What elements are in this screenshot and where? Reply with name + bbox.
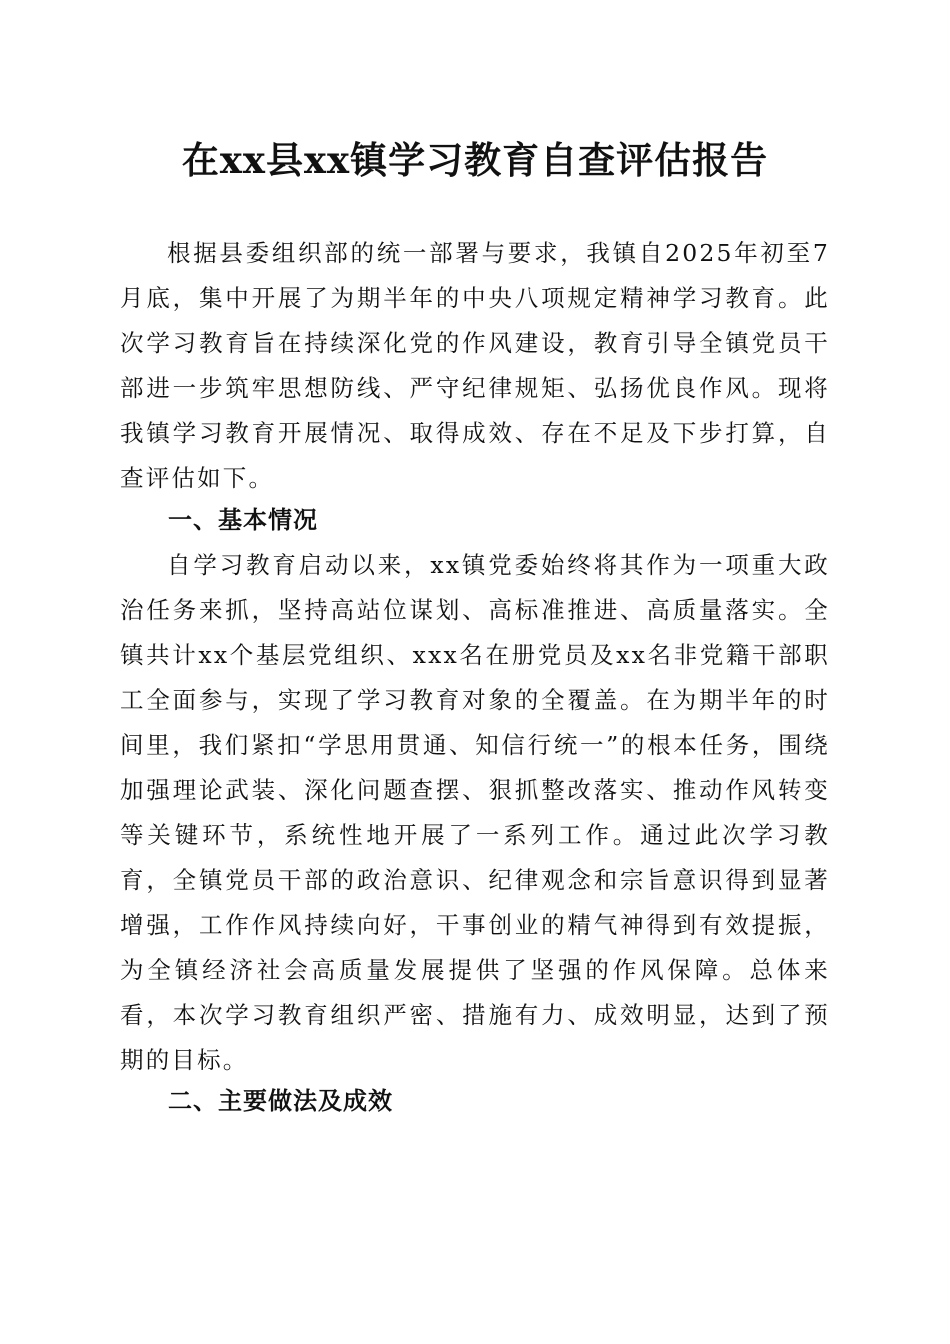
section-heading-basic-situation: 一、基本情况: [168, 506, 318, 534]
basic-situation-paragraph: 自学习教育启动以来，xx镇党委始终将其作为一项重大政治任务来抓，坚持高站位谋划、高标准推进、高质量落实。全镇共计xx个基层党组织、xxx名在册党员及xx名非党籍干部职工全面参与，实现了学习教育对象的全覆盖。在为期半年的时间里，我们紧扣“学思用贯通、知信行统一”的根本任务，围绕加强理论武装、深化问题查摆、狠抓整改落实、推动作风转变等关键环节，系统性地开展了一系列工作。通过此次学习教育，全镇党员干部的政治意识、纪律观念和宗旨意识得到显著增强，工作作风持续向好，干事创业的精气神得到有效提振，为全镇经济社会高质量发展提供了坚强的作风保障。总体来看，本次学习教育组织严密、措施有力、成效明显，达到了预期的目标。: [120, 551, 830, 1074]
intro-paragraph: 根据县委组织部的统一部署与要求，我镇自2025年初至7月底，集中开展了为期半年的中央八项规定精神学习教育。此次学习教育旨在持续深化党的作风建设，教育引导全镇党员干部进一步筑牢思想防线、严守纪律规矩、弘扬优良作风。现将我镇学习教育开展情况、取得成效、存在不足及下步打算，自查评估如下。: [120, 239, 830, 492]
section-heading-main-practices: 二、主要做法及成效: [168, 1087, 393, 1115]
document-title: 在xx县xx镇学习教育自查评估报告: [181, 138, 769, 182]
